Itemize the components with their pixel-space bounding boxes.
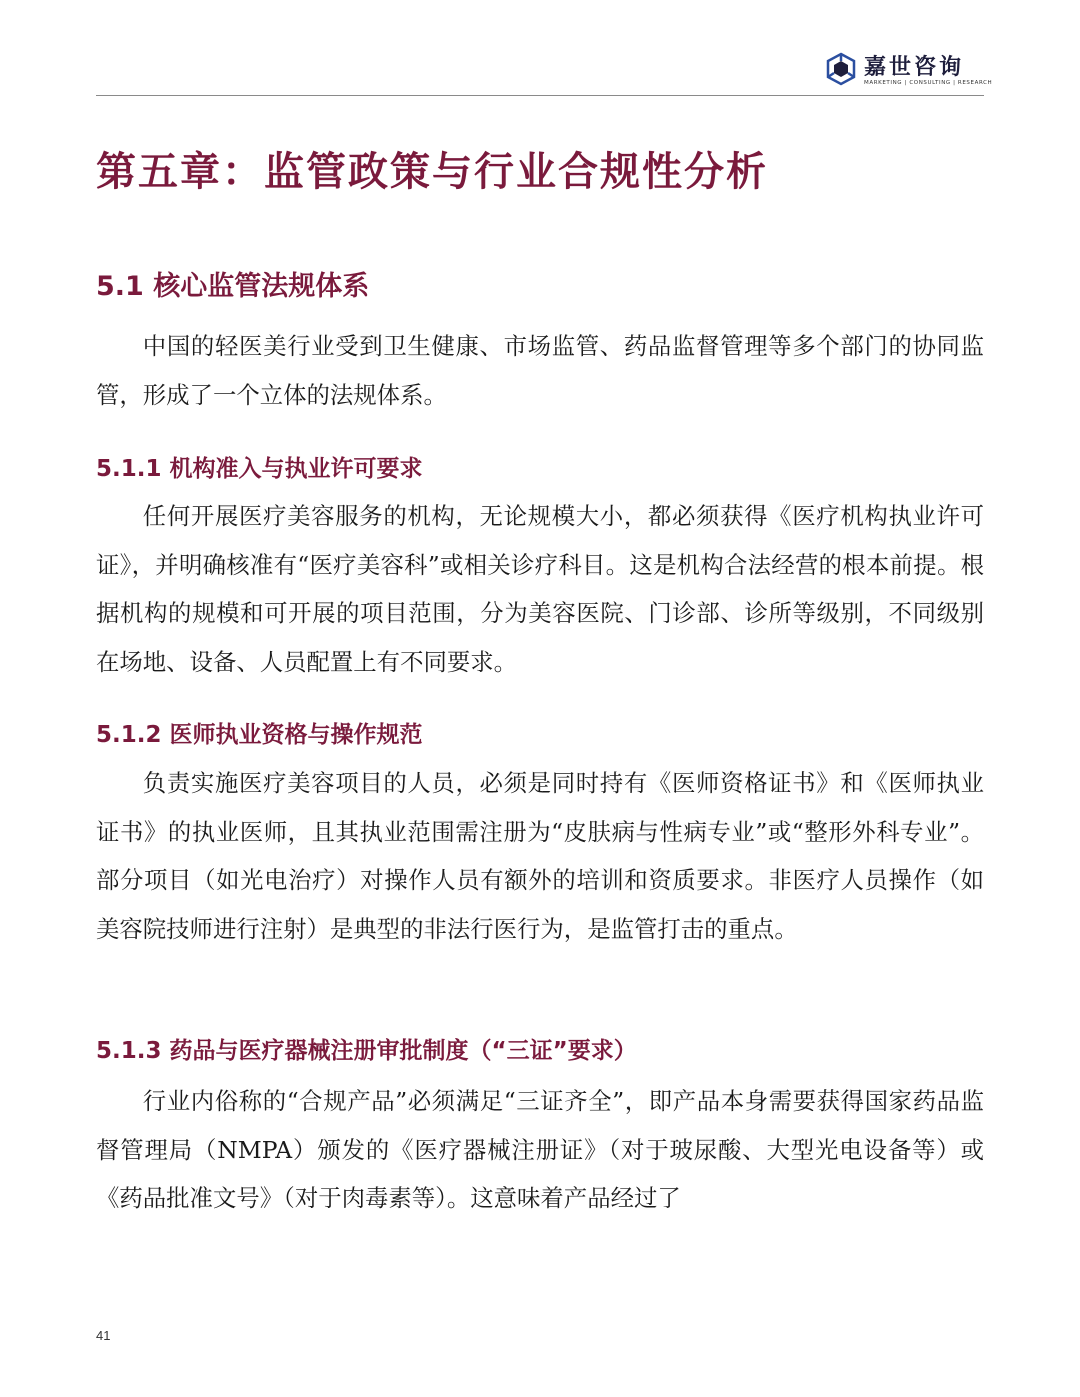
- page-number: 41: [96, 1328, 111, 1343]
- section-heading-5-1-2: 5.1.2 医师执业资格与操作规范: [96, 722, 423, 748]
- logo-company-name: 嘉世咨询: [864, 55, 965, 80]
- section-5-1-1-paragraph: 任何开展医疗美容服务的机构，无论规模大小，都必须获得《医疗机构执业许可证》，并明确核准有“医疗美容科”或相关诊疗科目。这是机构合法经营的根本前提。根据机构的规模和可开展的项目范围，分为美容医院、门诊部、诊所等级别，不同级别在场地、设备、人员配置上有不同要求。: [96, 502, 984, 676]
- section-heading-5-1-3: 5.1.3 药品与医疗器械注册审批制度（“三证”要求）: [96, 1038, 637, 1064]
- chapter-title: 第五章：监管政策与行业合规性分析: [96, 148, 768, 195]
- logo-cube-icon: [824, 52, 858, 86]
- header-divider: [96, 95, 984, 96]
- section-heading-5-1: 5.1 核心监管法规体系: [96, 271, 370, 302]
- page-header: [96, 40, 993, 96]
- section-heading-5-1-1: 5.1.1 机构准入与执业许可要求: [96, 456, 423, 482]
- section-5-1-paragraph: 中国的轻医美行业受到卫生健康、市场监管、药品监督管理等多个部门的协同监管，形成了一个立体的法规体系。: [96, 332, 984, 409]
- section-5-1-2-paragraph: 负责实施医疗美容项目的人员，必须是同时持有《医师资格证书》和《医师执业证书》的执业医师，且其执业范围需注册为“皮肤病与性病专业”或“整形外科专业”。部分项目（如光电治疗）对操作人员有额外的培训和资质要求。非医疗人员操作（如美容院技师进行注射）是典型的非法行医行为，是监管打击的重点。: [96, 769, 984, 943]
- section-5-1-3-paragraph: 行业内俗称的“合规产品”必须满足“三证齐全”，即产品本身需要获得国家药品监督管理局（NMPA）颁发的《医疗器械注册证》（对于玻尿酸、大型光电设备等）或《药品批准文号》（对于肉毒素等）。这意味着产品经过了: [96, 1087, 984, 1212]
- company-logo: [824, 48, 993, 92]
- logo-tagline: MARKETING | CONSULTING | RESEARCH: [864, 80, 993, 86]
